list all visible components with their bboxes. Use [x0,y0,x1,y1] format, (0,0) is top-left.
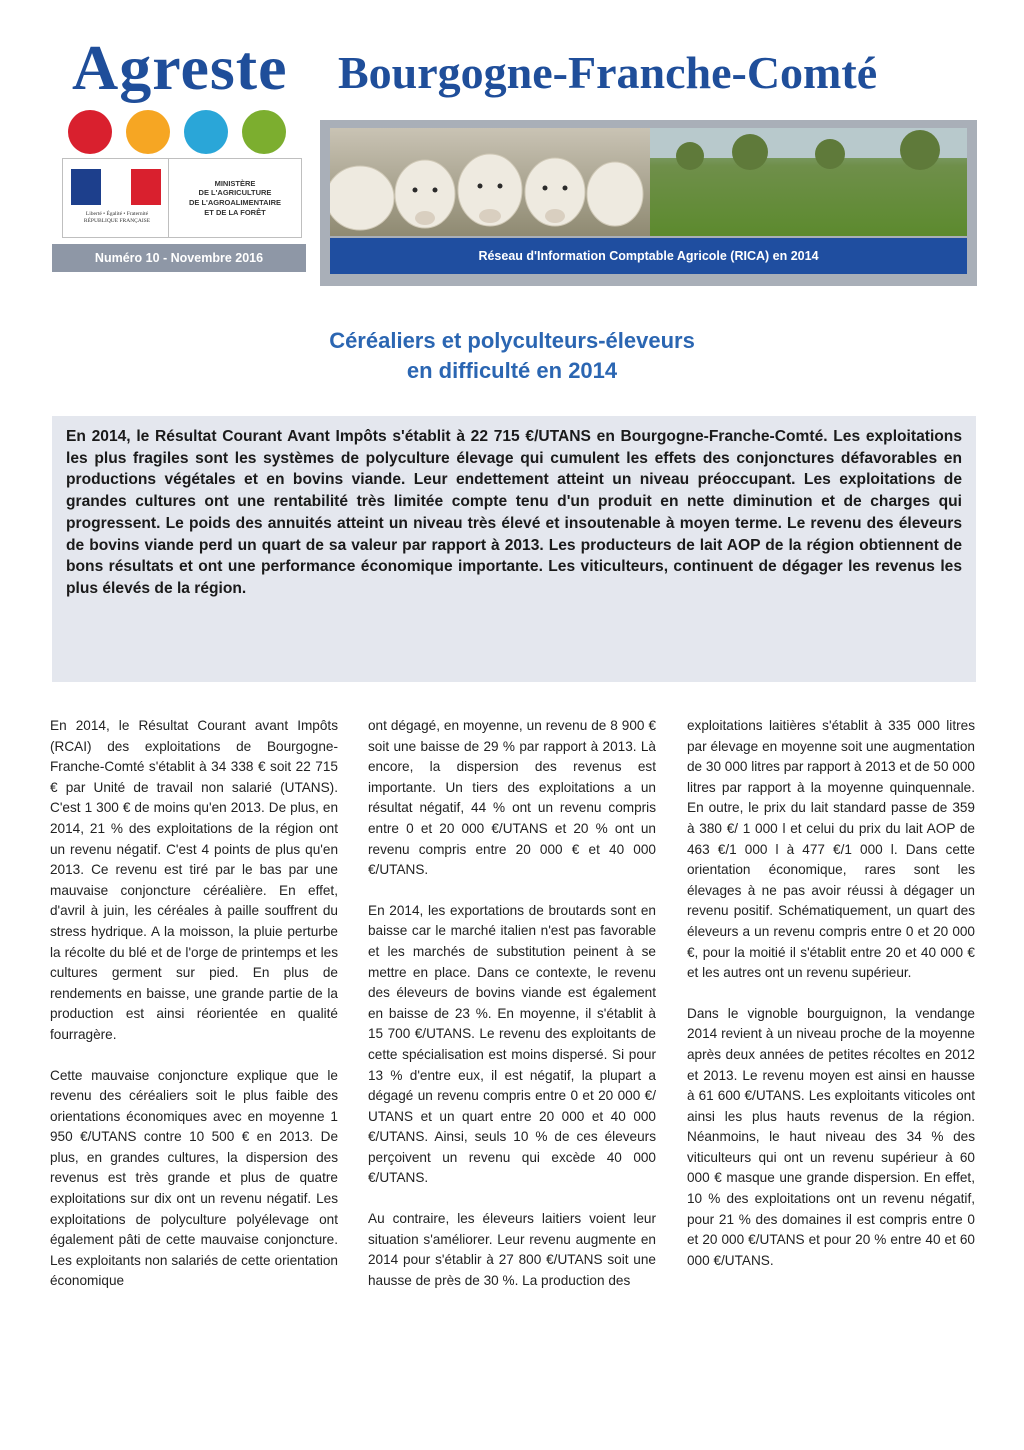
text-column-1 [50,716,338,1312]
orange-dot [126,110,170,154]
ministry-label: MINISTÈRE DE L'AGRICULTURE DE L'AGROALIMENTAIRE ET DE LA FORÊT [188,178,282,217]
paragraph: Dans le vignoble bourguignon, la vendange 2014 revient à un niveau proche de la moyenne après deux années de petites récoltes en 2012 et 2013. Le revenu moyen est ainsi en hausse à 61 600 €/UTANS. Les exploitants viticoles ont ainsi les plus hauts revenus de la région. Néanmoins, le haut niveau des 34 % des viticulteurs qui ont un revenu supérieur à 60 000 € masque une grande dispersion. En effet, 10 % des exploitations ont un revenu négatif, pour 21 % des domaines il est compris entre 0 et 20 000 €/UTANS et pour 20 % entre 40 et 60 000 €/UTANS. [687,1005,975,1268]
page-title-line-1: Céréaliers et polyculteurs-éleveurs [329,328,695,353]
text-column-2 [368,716,656,1311]
paragraph: exploitations laitières s'établit à 335 000 litres par élevage en moyenne soit une augmentation de 30 000 litres par rapport à 2013 et de 50 000 litres par rapport à la moyenne quinquennale. En outre, le prix du lait standard passe de 359 à 380 €/ 1 000 l et celui du prix du lait AOP de 463 €/1 000 l à 477 €/1 000 l. Dans cette orientation économique, rares sont les élevages à ne pas avoir réussi à dégager un revenu positif. Schématiquement, un quart des éleveurs a un revenu compris entre 0 et 20 000 €, pour la moitié il s'établit entre 20 et 40 000 € et les autres ont un revenu supérieur. [687,718,975,981]
rica-banner: Réseau d'Information Comptable Agricole (RICA) en 2014 [330,238,967,274]
text-column-3 [687,716,975,1291]
color-dots [68,110,286,154]
french-flag-icon [71,169,161,205]
region-title: Bourgogne-Franche-Comté [338,47,878,98]
paragraph: ont dégagé, en moyenne, un revenu de 8 900 € soit une baisse de 29 % par rapport à 2013. Là encore, la dispersion des revenus est importante. Un tiers des exploitations a un résultat négatif, 44 % ont un revenu compris entre 0 et 20 000 €/UTANS et 20 % ont un revenu compris entre 20 000 € et 40 000 €/UTANS. [368,718,656,878]
paragraph: Cette mauvaise conjoncture explique que le revenu des céréaliers soit le plus faible des orientations économiques avec en moyenne 1 950 €/UTANS contre 10 500 € en 2013. De plus, en grandes cultures, la dispersion des revenus est très grande et plus de quatre exploitations sur dix ont un revenu négatif. Les exploitations de polyculture polyélevage ont également pâti de cette mauvaise conjoncture. Les exploitants non salariés de cette orientation économique [50,1067,338,1289]
brand-title: Agreste [72,32,288,103]
page-title-line-2: en difficulté en 2014 [406,358,618,383]
marianne-logo [63,159,169,237]
ministry-logo [62,158,302,238]
page-title [0,326,1024,386]
blue-dot [184,110,228,154]
paragraph: En 2014, les exportations de broutards sont en baisse car le marché italien n'est pas favorable et les marchés de substitution peinent à se mettre en place. Dans ce contexte, le revenu des éleveurs de bovins viande est également en baisse de 23 %. En moyenne, il s'établit à 15 700 €/UTANS. Le revenu des exploitants de cette spécialisation est moins dispersé. Si pour 13 % d'entre eux, il est négatif, la plupart a dégagé un revenu compris entre 0 et 20 000 €/ UTANS et un quart entre 20 000 et 40 000 €/UTANS. Ainsi, seuls 10 % de ces éleveurs perçoivent un revenu qui excède 40 000 €/UTANS. [368,902,656,1186]
issue-number: Numéro 10 - Novembre 2016 [52,244,306,272]
paragraph: Au contraire, les éleveurs laitiers voient leur situation s'améliorer. Leur revenu augmente en 2014 pour s'établir à 27 800 €/UTANS soit une hausse de près de 30 %. La production des [368,1211,656,1288]
republic-label: Liberté • Égalité • Fraternité RÉPUBLIQUE FRANÇAISE [83,211,151,225]
paragraph: En 2014, le Résultat Courant avant Impôts (RCAI) des exploitations de Bourgogne-Franche-Comté s'établit à 34 338 € soit 22 715 € par Unité de travail non salarié (UTANS). C'est 1 300 € de moins qu'en 2013. De plus, en 2014, 21 % des exploitations de la région ont un revenu négatif. C'est 4 points de plus qu'en 2013. Ce revenu est tiré par le bas par une mauvaise conjoncture céréalière. En effet, d'avril à juin, les céréales à paille souffrent du stress hydrique. A la moisson, la pluie perturbe la récolte du blé et de l'orge de printemps et les cultures germent sur pied. En plus de rendements en baisse, une grande partie de la production est ainsi réorientée en qualité fourragère. [50,718,338,1042]
summary-box: En 2014, le Résultat Courant Avant Impôts s'établit à 22 715 €/UTANS en Bourgogne-Franche-Comté. Les exploitations les plus fragiles sont les systèmes de polyculture élevage qui cumulent les effets des conjonctures défavorables en productions végétales et en bovins viande. Leur endettement atteint un niveau préoccupant. Les exploitations de grandes cultures ont une rentabilité très limitée compte tenu d'un produit en nette diminution et de charges qui progressent. Le poids des annuités atteint un niveau très élevé et insoutenable à moyen terme. Le revenu des éleveurs de bovins viande perd un quart de sa valeur par rapport à 2013. Les producteurs de lait AOP de la région obtiennent de bons résultats et ont une performance économique importante. Les viticulteurs, continuent de dégager les revenus les plus élevés de la région. [52,416,976,682]
cattle-photo [330,128,967,236]
green-dot [242,110,286,154]
red-dot [68,110,112,154]
